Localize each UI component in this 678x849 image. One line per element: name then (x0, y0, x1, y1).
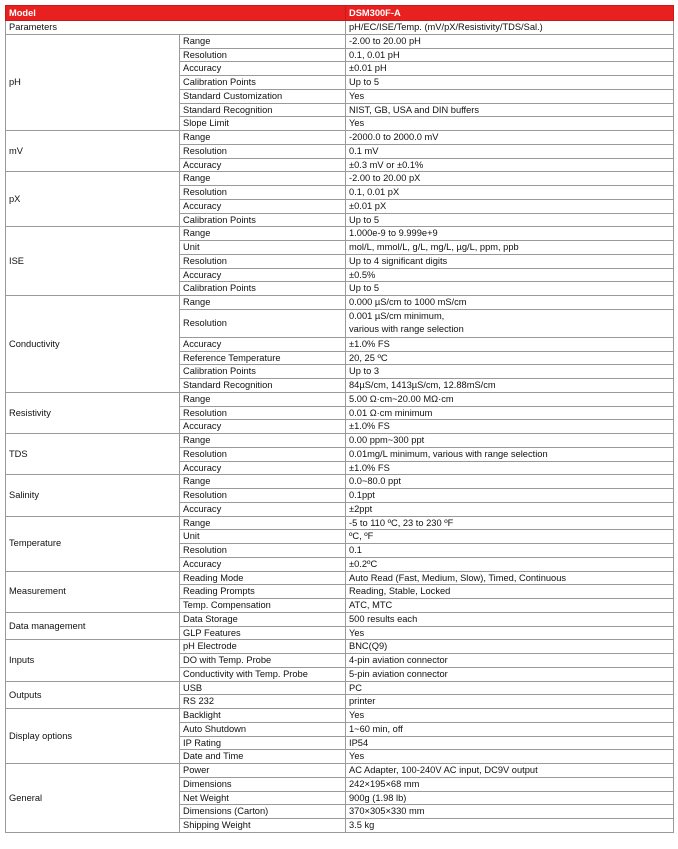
param-name: Resolution (180, 447, 346, 461)
param-name: DO with Temp. Probe (180, 654, 346, 668)
spec-row (6, 392, 674, 406)
param-name: USB (180, 681, 346, 695)
param-value: ±0.5% (346, 268, 674, 282)
param-value: -2.00 to 20.00 pX (346, 172, 674, 186)
param-value: 1.000e-9 to 9.999e+9 (346, 227, 674, 241)
param-value: ±0.3 mV or ±0.1% (346, 158, 674, 172)
param-value: Yes (346, 626, 674, 640)
param-value: 0.00 ppm~300 ppt (346, 434, 674, 448)
param-name: Date and Time (180, 750, 346, 764)
param-value: 0.1ppt (346, 489, 674, 503)
param-value: Reading, Stable, Locked (346, 585, 674, 599)
param-name: Resolution (180, 254, 346, 268)
param-value: ±1.0% FS (346, 420, 674, 434)
parameters-row (6, 21, 674, 35)
spec-row (6, 640, 674, 654)
group-label: Display options (6, 709, 180, 764)
param-name: Resolution (180, 309, 346, 337)
spec-row (6, 227, 674, 241)
param-name: Reference Temperature (180, 351, 346, 365)
param-name: Standard Customization (180, 89, 346, 103)
group-label: Data management (6, 612, 180, 640)
param-value: 0.000 µS/cm to 1000 mS/cm (346, 296, 674, 310)
param-value: printer (346, 695, 674, 709)
spec-row (6, 571, 674, 585)
param-value: 5-pin aviation connector (346, 667, 674, 681)
group-label: Resistivity (6, 392, 180, 433)
param-value (346, 309, 674, 337)
param-name: Range (180, 34, 346, 48)
param-value: 1~60 min, off (346, 722, 674, 736)
param-name: GLP Features (180, 626, 346, 640)
param-value: ATC, MTC (346, 599, 674, 613)
param-name: Accuracy (180, 502, 346, 516)
param-name: Resolution (180, 544, 346, 558)
param-name: Standard Recognition (180, 103, 346, 117)
param-name: Temp. Compensation (180, 599, 346, 613)
param-value: -5 to 110 ºC, 23 to 230 ºF (346, 516, 674, 530)
param-value: Yes (346, 117, 674, 131)
param-name: Power (180, 764, 346, 778)
param-value: ±1.0% FS (346, 337, 674, 351)
param-name: Unit (180, 241, 346, 255)
param-name: Resolution (180, 406, 346, 420)
group-label: Conductivity (6, 296, 180, 393)
param-name: Accuracy (180, 461, 346, 475)
param-name: Backlight (180, 709, 346, 723)
param-name: Range (180, 392, 346, 406)
spec-row (6, 764, 674, 778)
param-name: Accuracy (180, 158, 346, 172)
spec-row (6, 475, 674, 489)
param-value-line: 0.001 µS/cm minimum, (349, 310, 445, 321)
spec-row (6, 516, 674, 530)
param-value: 0.01 Ω·cm minimum (346, 406, 674, 420)
param-value: Up to 5 (346, 76, 674, 90)
group-label: ISE (6, 227, 180, 296)
param-value: ±2ppt (346, 502, 674, 516)
param-value: NIST, GB, USA and DIN buffers (346, 103, 674, 117)
param-value: PC (346, 681, 674, 695)
param-value: 5.00 Ω·cm~20.00 MΩ·cm (346, 392, 674, 406)
param-name: Resolution (180, 489, 346, 503)
group-label: Outputs (6, 681, 180, 709)
param-name: Calibration Points (180, 282, 346, 296)
group-label: pX (6, 172, 180, 227)
param-name: Range (180, 296, 346, 310)
param-value: ±0.01 pX (346, 199, 674, 213)
param-name: Reading Mode (180, 571, 346, 585)
group-label: TDS (6, 434, 180, 475)
group-label: Salinity (6, 475, 180, 516)
param-name: Slope Limit (180, 117, 346, 131)
group-label: Inputs (6, 640, 180, 681)
param-value: IP54 (346, 736, 674, 750)
group-label: Temperature (6, 516, 180, 571)
param-value: 20, 25 ºC (346, 351, 674, 365)
param-name: Range (180, 172, 346, 186)
param-name: Data Storage (180, 612, 346, 626)
param-name: Accuracy (180, 62, 346, 76)
param-name: Auto Shutdown (180, 722, 346, 736)
param-name: Standard Recognition (180, 379, 346, 393)
param-name: pH Electrode (180, 640, 346, 654)
param-value: 3.5 kg (346, 819, 674, 833)
param-name: Calibration Points (180, 365, 346, 379)
param-value: ºC, ºF (346, 530, 674, 544)
param-name: Accuracy (180, 420, 346, 434)
model-label: Model (6, 6, 346, 21)
param-value: ±0.2ºC (346, 557, 674, 571)
group-label: Measurement (6, 571, 180, 612)
param-name: Resolution (180, 186, 346, 200)
group-label: mV (6, 131, 180, 172)
param-name: Accuracy (180, 268, 346, 282)
param-name: Range (180, 434, 346, 448)
param-value: Up to 5 (346, 213, 674, 227)
param-name: Conductivity with Temp. Probe (180, 667, 346, 681)
spec-row (6, 434, 674, 448)
param-value: Yes (346, 709, 674, 723)
param-name: Range (180, 227, 346, 241)
param-name: Accuracy (180, 337, 346, 351)
param-name: Calibration Points (180, 76, 346, 90)
param-name: Resolution (180, 48, 346, 62)
param-value: -2000.0 to 2000.0 mV (346, 131, 674, 145)
param-value: 0.1 (346, 544, 674, 558)
param-value: Auto Read (Fast, Medium, Slow), Timed, Continuous (346, 571, 674, 585)
header-row (6, 6, 674, 21)
param-value: 84µS/cm, 1413µS/cm, 12.88mS/cm (346, 379, 674, 393)
param-value: 370×305×330 mm (346, 805, 674, 819)
param-name: Range (180, 516, 346, 530)
param-name: Accuracy (180, 199, 346, 213)
spec-row (6, 709, 674, 723)
param-name: Range (180, 475, 346, 489)
parameters-label: Parameters (6, 21, 346, 35)
param-value: 242×195×68 mm (346, 777, 674, 791)
parameters-value: pH/EC/ISE/Temp. (mV/pX/Resistivity/TDS/Sal.) (346, 21, 674, 35)
param-value: 0.0~80.0 ppt (346, 475, 674, 489)
param-value: 0.1, 0.01 pH (346, 48, 674, 62)
param-value: -2.00 to 20.00 pH (346, 34, 674, 48)
param-name: RS 232 (180, 695, 346, 709)
group-label: General (6, 764, 180, 833)
param-value: BNC(Q9) (346, 640, 674, 654)
param-value: AC Adapter, 100-240V AC input, DC9V output (346, 764, 674, 778)
param-value: 4-pin aviation connector (346, 654, 674, 668)
spec-row (6, 172, 674, 186)
spec-row (6, 296, 674, 310)
param-value: 0.01mg/L minimum, various with range selection (346, 447, 674, 461)
spec-row (6, 131, 674, 145)
model-value: DSM300F-A (346, 6, 674, 21)
param-value: mol/L, mmol/L, g/L, mg/L, µg/L, ppm, ppb (346, 241, 674, 255)
param-value: 900g (1.98 lb) (346, 791, 674, 805)
spec-row (6, 34, 674, 48)
param-value: ±0.01 pH (346, 62, 674, 76)
spec-row (6, 681, 674, 695)
spec-table-wrapper (5, 5, 673, 833)
param-value: 0.1, 0.01 pX (346, 186, 674, 200)
param-value-line: various with range selection (349, 324, 464, 335)
param-name: Calibration Points (180, 213, 346, 227)
param-name: Reading Prompts (180, 585, 346, 599)
param-name: Range (180, 131, 346, 145)
spec-table (5, 5, 674, 833)
param-value: Up to 3 (346, 365, 674, 379)
group-label: pH (6, 34, 180, 130)
param-value: ±1.0% FS (346, 461, 674, 475)
spec-row (6, 612, 674, 626)
param-value: Yes (346, 750, 674, 764)
param-value: Yes (346, 89, 674, 103)
param-name: Dimensions (Carton) (180, 805, 346, 819)
param-name: Unit (180, 530, 346, 544)
param-name: Net Weight (180, 791, 346, 805)
spec-table-body (6, 6, 674, 833)
param-value: 0.1 mV (346, 144, 674, 158)
param-value: 500 results each (346, 612, 674, 626)
param-value: Up to 5 (346, 282, 674, 296)
param-name: IP Rating (180, 736, 346, 750)
param-value: Up to 4 significant digits (346, 254, 674, 268)
param-name: Dimensions (180, 777, 346, 791)
param-name: Accuracy (180, 557, 346, 571)
param-name: Shipping Weight (180, 819, 346, 833)
param-name: Resolution (180, 144, 346, 158)
